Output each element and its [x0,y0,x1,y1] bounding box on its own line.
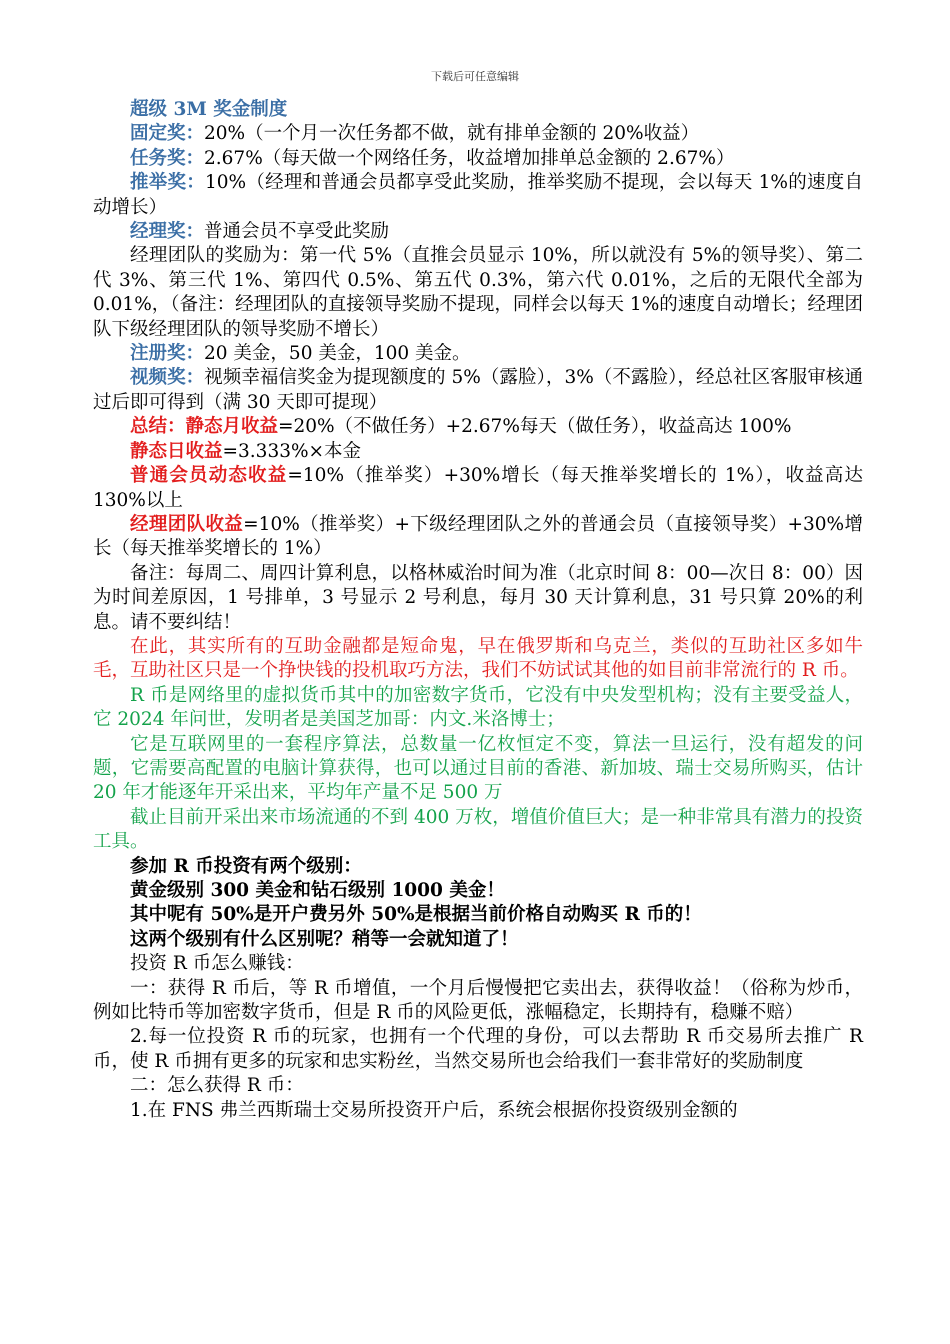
summary-monthly [93,415,863,439]
document-body [93,98,863,1123]
summary-daily-text: =3.333%×本金 [222,440,362,462]
task-bonus-text: 2.67%（每天做一个网络任务，收益增加排单总金额的 2.67%） [204,147,735,169]
green-paragraph-3: 截止目前开采出来市场流通的不到 400 万枚，增值价值巨大；是一种非常具有潜力的投资工具。 [93,806,863,853]
task-bonus [93,147,863,171]
manager-team-paragraph: 经理团队的奖励为：第一代 5%（直推会员显示 10%，所以就没有 5%的领导奖）、第二代 3%、第三代 1%、第四代 0.5%、第五代 0.3%，第六代 0.01%，之后的无限代全部为 0.01%，（备注：经理团队的直接领导奖励不提现，同样会以每天 1%的速度自动增长；经理团队下级经理团队的领导奖励不增长） [93,245,863,340]
member-dynamic-income [93,464,863,513]
bold-line-1: 参加 R 币投资有两个级别： [130,855,362,877]
summary-monthly-text: =20%（不做任务）+2.67%每天（做任务），收益高达 100% [278,416,792,438]
fixed-bonus-label: 固定奖： [130,123,205,145]
fixed-bonus-text: 20%（一个月一次任务都不做，就有排单金额的 20%收益） [204,123,700,145]
note-paragraph: 备注：每周二、周四计算利息，以格林威治时间为准（北京时间 8：00—次日 8：00）因为时间差原因，1 号排单，3 号显示 2 号利息，每月 30 天计算利息，31 号只算 20%的利息。请不要纠结！ [93,562,863,633]
video-bonus [93,366,863,415]
referral-bonus [93,171,863,220]
summary-monthly-label: 总结：静态月收益 [130,416,279,438]
register-bonus-label: 注册奖： [130,343,205,365]
referral-bonus-text: 10%（经理和普通会员都享受此奖励，推举奖励不提现，会以每天 1%的速度自动增长） [93,172,863,218]
paragraph-2: 一：获得 R 币后，等 R 币增值，一个月后慢慢把它卖出去，获得收益！（俗称为炒币，例如比特币等加密数字货币，但是 R 币的风险更低，涨幅稳定，长期持有，稳赚不赔） [93,977,863,1024]
paragraph-3: 2.每一位投资 R 币的玩家，也拥有一个代理的身份，可以去帮助 R 币交易所去推广 R 币，使 R 币拥有更多的玩家和忠实粉丝，当然交易所也会给我们一套非常好的奖励制度 [93,1026,863,1072]
manager-bonus-text: 普通会员不享受此奖励 [204,221,390,243]
manager-bonus-label: 经理奖： [130,221,205,243]
paragraph-1: 投资 R 币怎么赚钱： [130,953,304,975]
paragraph-4: 二：怎么获得 R 币： [130,1075,304,1097]
summary-daily-label: 静态日收益 [130,440,223,462]
register-bonus-text: 20 美金，50 美金，100 美金。 [204,343,471,365]
team-income-label: 经理团队收益 [130,513,244,535]
video-bonus-label: 视频奖： [130,367,205,389]
video-bonus-text: 视频幸福信奖金为提现额度的 5%（露脸），3%（不露脸），经总社区客服审核通过后即可得到（满 30 天即可提现） [93,367,863,413]
doc-title: 超级 3M 奖金制度 [130,99,288,120]
summary-daily [93,440,863,464]
team-income-text: =10%（推举奖）+下级经理团队之外的普通会员（直接领导奖）+30%增长（每天推举奖增长的 1%） [93,513,863,560]
team-income [93,513,863,562]
referral-bonus-label: 推举奖： [130,172,205,194]
bold-line-2: 黄金级别 300 美金和钻石级别 1000 美金！ [130,880,505,901]
fixed-bonus [93,122,863,146]
bold-line-4: 这两个级别有什么区别呢？稍等一会就知道了！ [130,928,519,950]
paragraph-5: 1.在 FNS 弗兰西斯瑞士交易所投资开户后，系统会根据你投资级别金额的 [130,1099,738,1121]
green-paragraph-1: R 币是网络里的虚拟货币其中的加密数字货币，它没有中央发型机构；没有主要受益人，它 2024 年问世，发明者是美国芝加哥：内文.米洛博士； [93,684,863,731]
manager-bonus [93,220,863,244]
member-dynamic-text: =10%（推举奖）+30%增长（每天推举奖增长的 1%），收益高达 130%以上 [93,465,863,511]
task-bonus-label: 任务奖： [130,147,205,169]
green-paragraph-2: 它是互联网里的一套程序算法，总数量一亿枚恒定不变，算法一旦运行，没有超发的问题，它需要高配置的电脑计算获得，也可以通过目前的香港、新加坡、瑞士交易所购买，估计 20 年才能逐年开采出来，平均年产量不足 500 万 [93,733,863,804]
register-bonus [93,342,863,366]
member-dynamic-label: 普通会员动态收益 [130,465,288,487]
bold-line-3: 其中呢有 50%是开户费另外 50%是根据当前价格自动购买 R 币的！ [130,904,702,926]
red-paragraph: 在此，其实所有的互助金融都是短命鬼，早在俄罗斯和乌克兰，类似的互助社区多如牛毛，互助社区只是一个挣快钱的投机取巧方法，我们不妨试试其他的如目前非常流行的 R 币。 [93,635,863,682]
page-header: 下载后可任意编辑 [431,70,519,83]
